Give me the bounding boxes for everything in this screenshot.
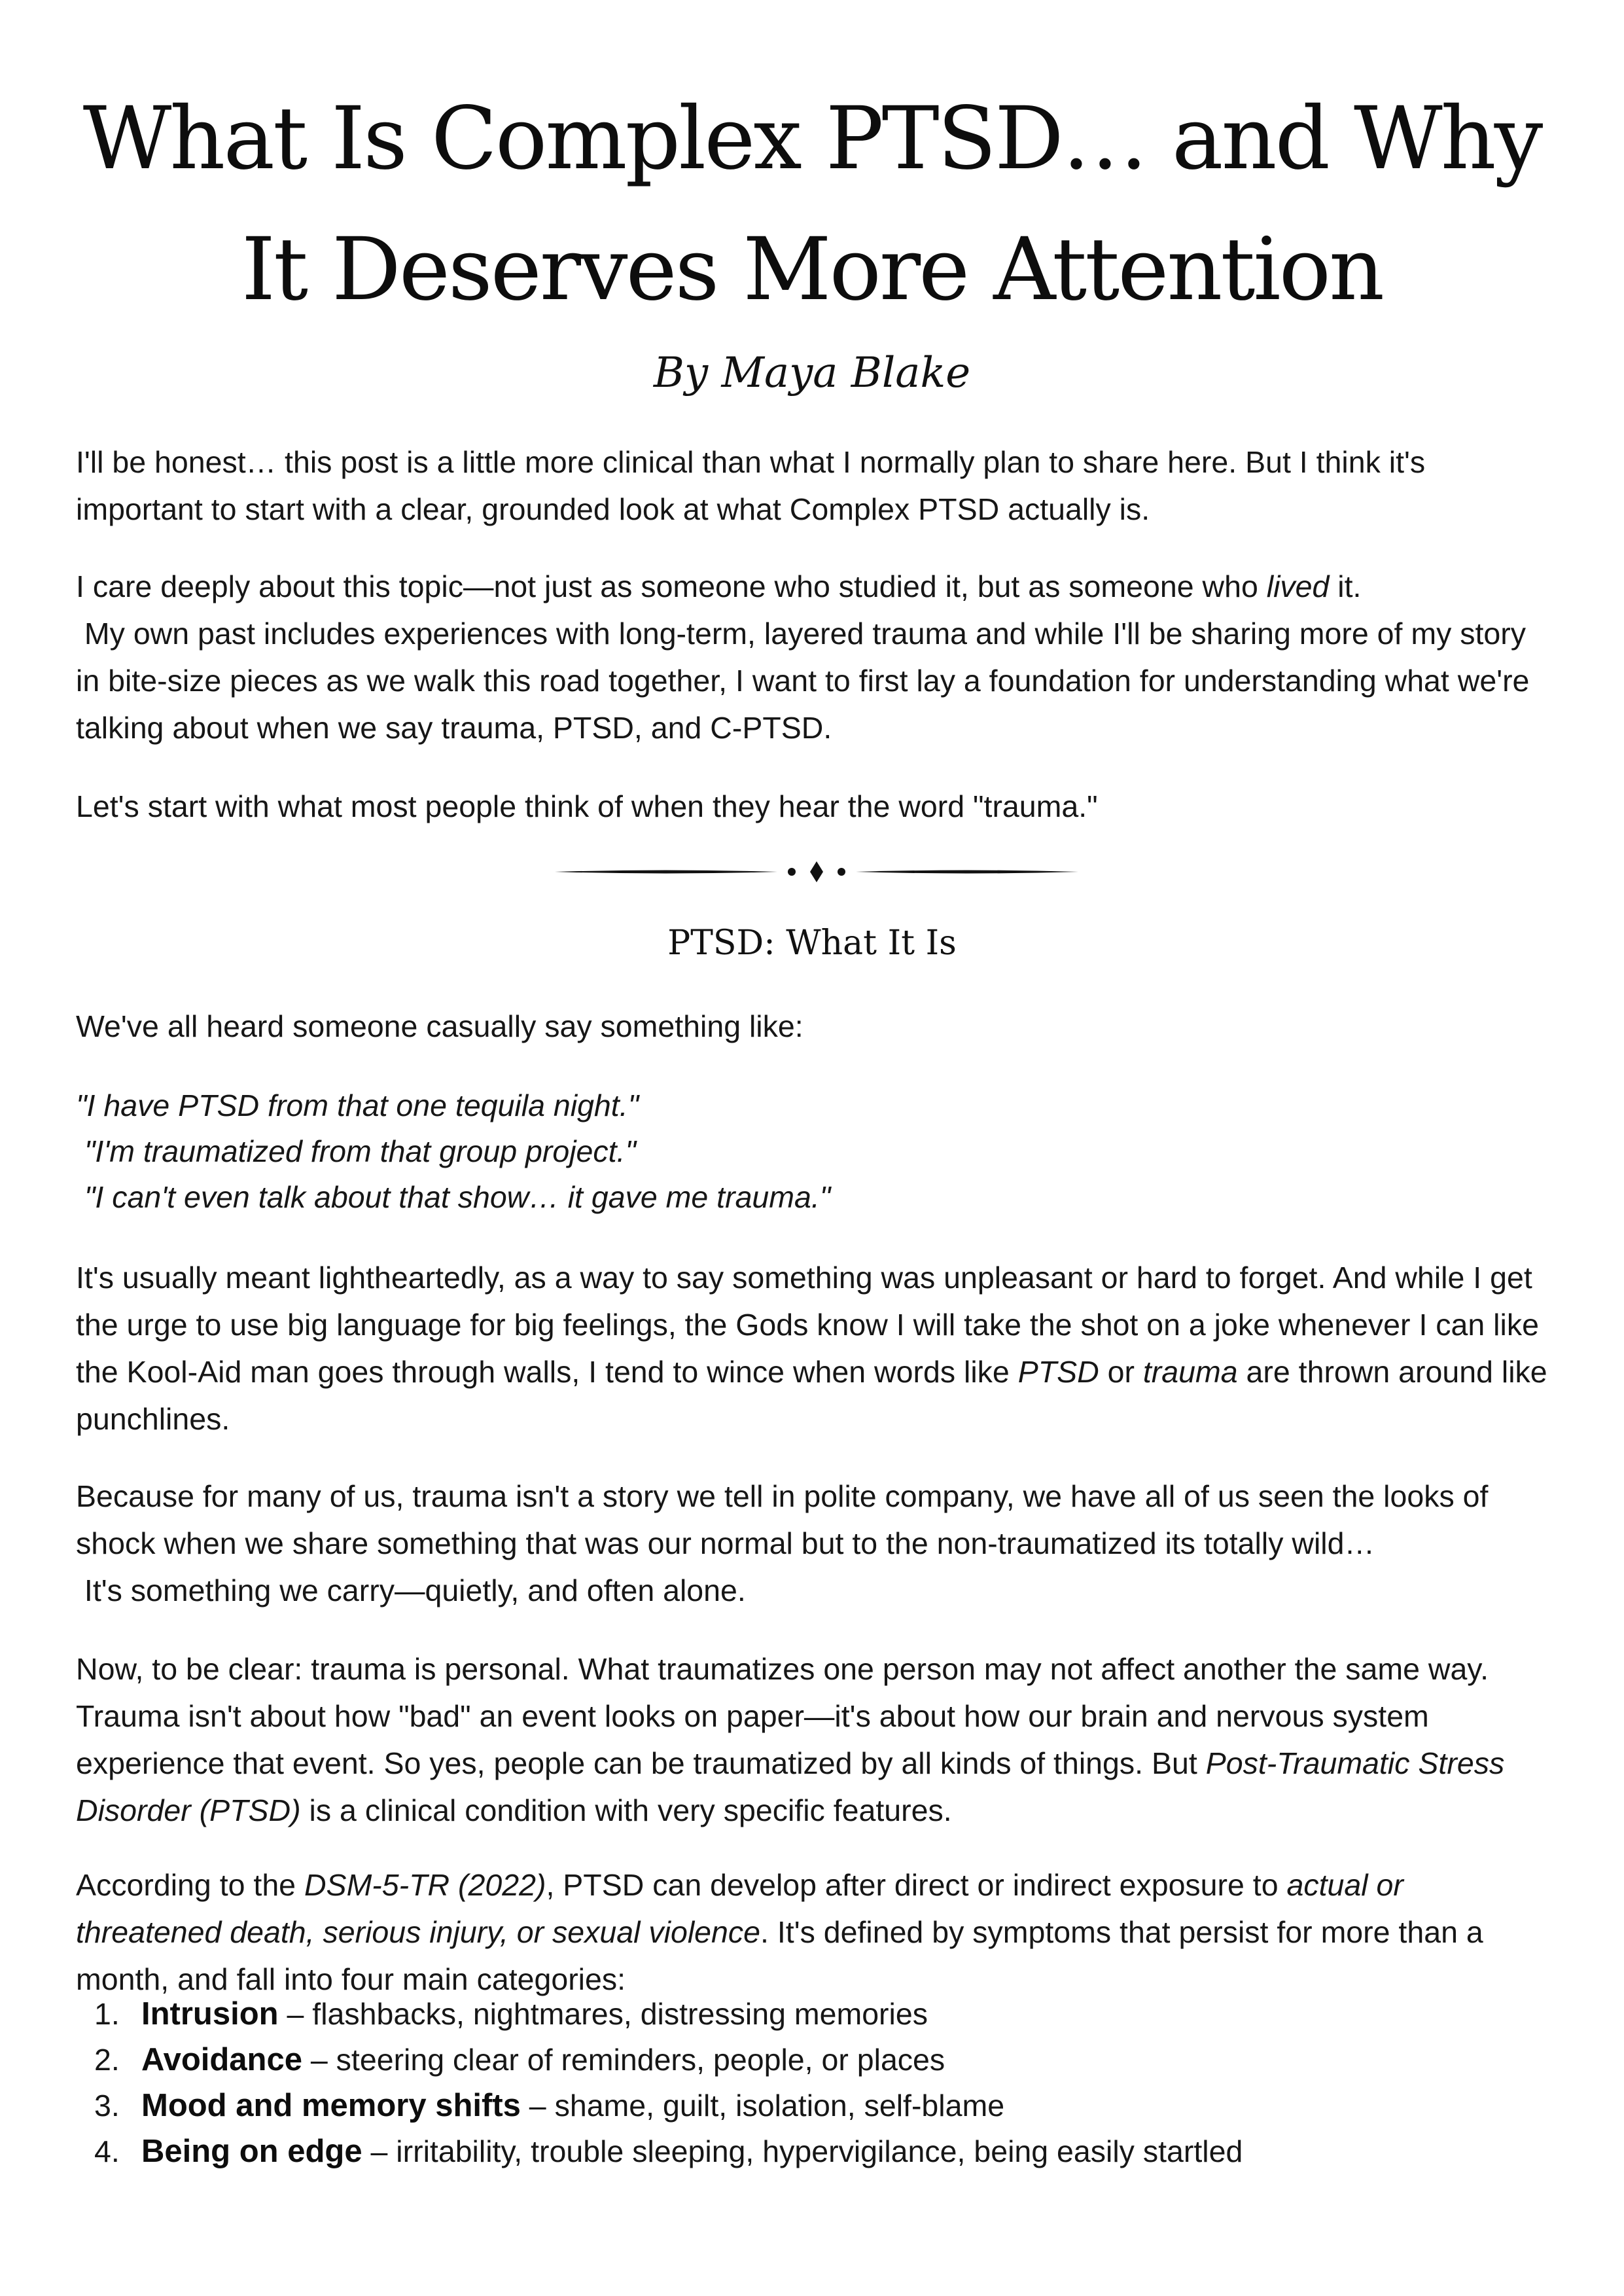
list-term: Intrusion — [141, 1996, 279, 2032]
paragraph-text: I'll be honest… this post is a little more clinical than what I normally plan to share here. But I think it's important to start with a clear, grounded look at what Complex PTSD actually is. — [76, 445, 1426, 526]
text-run: , PTSD can develop after direct or indirect exposure to — [546, 1868, 1287, 1902]
list-term: Being on edge — [141, 2134, 362, 2169]
quote-line: "I can't even talk about that show… it gave me trauma." — [76, 1180, 831, 1214]
list-description: – shame, guilt, isolation, self-blame — [520, 2089, 1005, 2123]
emphasis-text: trauma — [1142, 1355, 1238, 1389]
list-number: 3. — [94, 2089, 120, 2123]
list-number: 4. — [94, 2134, 120, 2168]
paragraph-lightheartedly — [76, 1254, 1548, 1443]
text-run: are thrown around like punchlines. — [76, 1355, 1547, 1436]
emphasis-text: PTSD — [1017, 1355, 1099, 1389]
intro-paragraph-2 — [76, 563, 1548, 751]
text-run: It's usually meant lightheartedly, as a way to say something was unpleasant or hard to forget. And while I get the urge to use big language for big feelings, the Gods know I will take the shot on a joke whenever I can like the Kool-Aid man goes through walls, I tend to wince when words like — [76, 1261, 1539, 1389]
list-item — [76, 2083, 1548, 2128]
paragraph-dsm — [76, 1861, 1548, 2003]
text-run: I care deeply about this topic—not just as someone who studied it, but as someone who — [76, 569, 1267, 603]
emphasis-text: actual or threatened death, serious injury, or sexual violence — [76, 1868, 1403, 1949]
text-run: According to the — [76, 1868, 304, 1902]
paragraph-text: It's something we carry—quietly, and often alone. — [76, 1573, 746, 1607]
quote-line: "I have PTSD from that one tequila night." — [76, 1088, 639, 1122]
paragraph-because — [76, 1473, 1548, 1614]
list-item — [76, 1991, 1548, 2037]
text-run: is a clinical condition with very specific features. — [300, 1793, 952, 1827]
emphasis-text: lived — [1266, 569, 1330, 603]
author-byline: By Maya Blake — [653, 349, 971, 397]
paragraph-text: Let's start with what most people think of when they hear the word "trauma." — [76, 789, 1098, 823]
ornament-divider — [555, 859, 1078, 885]
list-description: – steering clear of reminders, people, or places — [302, 2043, 945, 2077]
list-number: 2. — [94, 2043, 120, 2077]
paragraph-text — [76, 1254, 1548, 1443]
text-run: . It's defined by symptoms that persist for more than a month, and fall into four main categories: — [76, 1915, 1483, 1996]
symptom-category-list — [76, 1991, 1548, 2174]
page-title: What Is Complex PTSD… and Why It Deserves More Attention — [82, 88, 1542, 320]
text-run: it. — [1329, 569, 1362, 603]
paragraph-text — [76, 1861, 1548, 2003]
quote-block — [76, 1083, 1548, 1220]
list-description: – flashbacks, nightmares, distressing memories — [278, 1997, 928, 2031]
quote-line: "I'm traumatized from that group project." — [76, 1134, 636, 1168]
emphasis-text: DSM-5-TR (2022) — [304, 1868, 546, 1902]
list-description: – irritability, trouble sleeping, hypervigilance, being easily startled — [362, 2134, 1243, 2168]
intro-paragraph-1 — [76, 439, 1548, 533]
list-term: Mood and memory shifts — [141, 2088, 521, 2123]
section-heading: PTSD: What It Is — [667, 924, 957, 963]
emphasis-text: Post-Traumatic Stress Disorder (PTSD) — [76, 1746, 1505, 1827]
paragraph-text — [76, 1645, 1548, 1834]
paragraph-text: My own past includes experiences with long-term, layered trauma and while I'll be sharing more of my story in bite-size pieces as we walk this road together, I want to first lay a foundation for understanding what we're talking about when we say trauma, PTSD, and C-PTSD. — [76, 617, 1538, 745]
list-term: Avoidance — [141, 2042, 302, 2077]
paragraph-now — [76, 1645, 1548, 1834]
text-run: or — [1099, 1355, 1143, 1389]
list-number: 1. — [94, 1997, 120, 2031]
intro-paragraph-3 — [76, 783, 1548, 830]
paragraph-text: Because for many of us, trauma isn't a story we tell in polite company, we have all of us seen the looks of shock when we share something that was our normal but to the non-traumatized its totally wild… — [76, 1479, 1489, 1560]
list-item — [76, 2037, 1548, 2083]
section-lead — [76, 1003, 1548, 1050]
list-item — [76, 2128, 1548, 2174]
paragraph-text — [76, 563, 1548, 610]
text-run: Now, to be clear: trauma is personal. What traumatizes one person may not affect another the same way. Trauma isn't about how "bad" an event looks on paper—it's about how our brain and nervous system experience that event. So yes, people can be traumatized by all kinds of things. But — [76, 1652, 1489, 1780]
paragraph-text: We've all heard someone casually say something like: — [76, 1009, 803, 1043]
